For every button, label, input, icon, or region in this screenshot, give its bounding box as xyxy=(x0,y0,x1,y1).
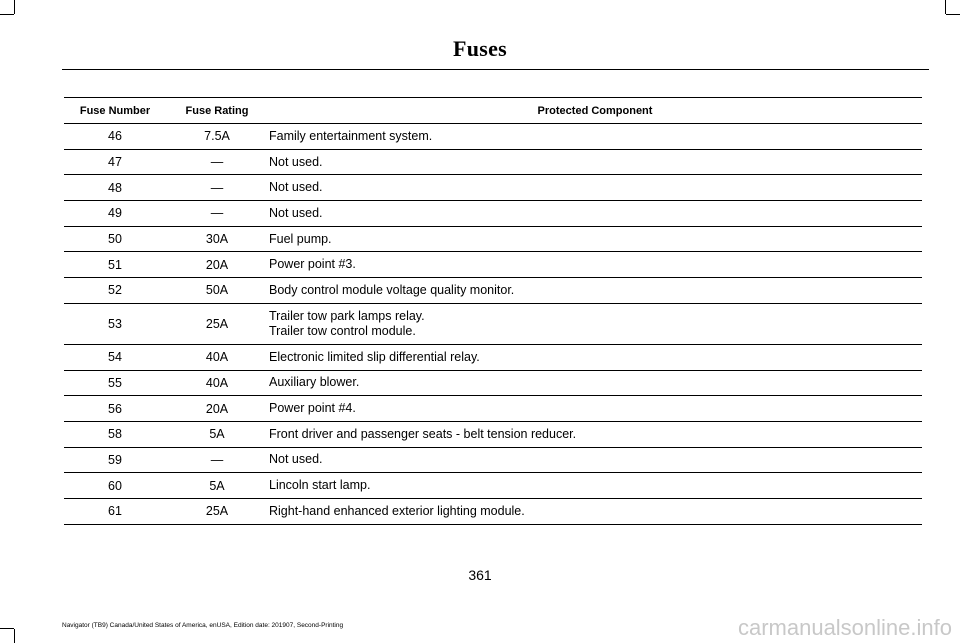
table-row xyxy=(64,498,922,524)
crop-mark xyxy=(946,14,960,15)
table-row xyxy=(64,149,922,175)
component-line: Body control module voltage quality monitor. xyxy=(269,282,515,297)
table-row xyxy=(64,473,922,499)
watermark: carmanualsonline.info xyxy=(737,615,952,640)
table-row xyxy=(64,226,922,252)
table-row xyxy=(64,303,922,344)
protected-component-cell xyxy=(268,252,922,278)
protected-component-cell xyxy=(268,175,922,201)
protected-component-cell xyxy=(268,201,922,227)
protected-component-cell xyxy=(268,226,922,252)
component-line: Not used. xyxy=(269,154,323,169)
column-header-protected-component: Protected Component xyxy=(268,98,922,124)
component-line: Lincoln start lamp. xyxy=(269,478,371,493)
fuse-rating-cell: 40A xyxy=(166,370,268,396)
fuse-rating-cell: 7.5A xyxy=(166,124,268,150)
crop-mark xyxy=(945,0,946,14)
table-row xyxy=(64,396,922,422)
column-header-fuse-rating: Fuse Rating xyxy=(166,98,268,124)
fuse-rating-cell: 20A xyxy=(166,396,268,422)
crop-mark xyxy=(0,628,14,629)
fuse-table-body xyxy=(64,124,922,525)
fuse-rating-cell: 5A xyxy=(166,473,268,499)
table-row xyxy=(64,447,922,473)
table-row xyxy=(64,344,922,370)
component-line: Auxiliary blower. xyxy=(269,375,360,390)
table-row xyxy=(64,252,922,278)
fuse-number-cell: 49 xyxy=(64,201,166,227)
component-line: Right-hand enhanced exterior lighting module. xyxy=(269,503,525,518)
fuse-number-cell: 61 xyxy=(64,498,166,524)
protected-component-cell xyxy=(268,344,922,370)
column-header-fuse-number: Fuse Number xyxy=(64,98,166,124)
component-line: Fuel pump. xyxy=(269,231,332,246)
component-line: Power point #4. xyxy=(269,401,356,416)
crop-mark xyxy=(14,629,15,643)
fuse-rating-cell: 5A xyxy=(166,421,268,447)
fuse-number-cell: 53 xyxy=(64,303,166,344)
component-line: Front driver and passenger seats - belt tension reducer. xyxy=(269,426,577,441)
table-header-row xyxy=(64,98,922,124)
component-line: Trailer tow control module. xyxy=(269,323,416,338)
fuse-rating-cell: 25A xyxy=(166,303,268,344)
fuse-number-cell: 52 xyxy=(64,278,166,304)
protected-component-cell xyxy=(268,278,922,304)
fuse-number-cell: 51 xyxy=(64,252,166,278)
fuse-rating-cell: 20A xyxy=(166,252,268,278)
protected-component-cell xyxy=(268,303,922,344)
fuse-number-cell: 50 xyxy=(64,226,166,252)
fuse-number-cell: 47 xyxy=(64,149,166,175)
component-line: Not used. xyxy=(269,205,323,220)
component-line: Trailer tow park lamps relay. xyxy=(269,308,425,323)
component-line: Family entertainment system. xyxy=(269,128,433,143)
protected-component-cell xyxy=(268,149,922,175)
protected-component-cell xyxy=(268,473,922,499)
page-number: 361 xyxy=(468,567,492,583)
fuse-rating-cell: 40A xyxy=(166,344,268,370)
fuse-rating-cell: 30A xyxy=(166,226,268,252)
fuse-number-cell: 46 xyxy=(64,124,166,150)
protected-component-cell xyxy=(268,370,922,396)
crop-mark xyxy=(14,0,15,14)
fuse-number-cell: 58 xyxy=(64,421,166,447)
fuse-rating-cell: — xyxy=(166,175,268,201)
fuse-rating-cell: — xyxy=(166,149,268,175)
protected-component-cell xyxy=(268,421,922,447)
table-row xyxy=(64,421,922,447)
fuse-rating-cell: 25A xyxy=(166,498,268,524)
fuse-table xyxy=(64,97,922,525)
table-row xyxy=(64,124,922,150)
table-row xyxy=(64,370,922,396)
edition-footer: Navigator (TB9) Canada/United States of America, enUSA, Edition date: 201907, Second-Printing xyxy=(62,622,344,629)
protected-component-cell xyxy=(268,396,922,422)
table-row xyxy=(64,201,922,227)
fuse-rating-cell: — xyxy=(166,201,268,227)
fuse-rating-cell: 50A xyxy=(166,278,268,304)
fuse-number-cell: 55 xyxy=(64,370,166,396)
page-title: Fuses xyxy=(452,36,508,61)
title-divider xyxy=(62,69,929,70)
component-line: Not used. xyxy=(269,180,323,195)
fuse-number-cell: 60 xyxy=(64,473,166,499)
table-row xyxy=(64,175,922,201)
crop-mark xyxy=(0,14,14,15)
protected-component-cell xyxy=(268,498,922,524)
component-line: Not used. xyxy=(269,452,323,467)
protected-component-cell xyxy=(268,447,922,473)
fuse-number-cell: 59 xyxy=(64,447,166,473)
fuse-number-cell: 48 xyxy=(64,175,166,201)
fuse-number-cell: 54 xyxy=(64,344,166,370)
fuse-number-cell: 56 xyxy=(64,396,166,422)
component-line: Electronic limited slip differential relay. xyxy=(269,349,480,364)
table-row xyxy=(64,278,922,304)
component-line: Power point #3. xyxy=(269,257,356,272)
fuse-rating-cell: — xyxy=(166,447,268,473)
protected-component-cell xyxy=(268,124,922,150)
